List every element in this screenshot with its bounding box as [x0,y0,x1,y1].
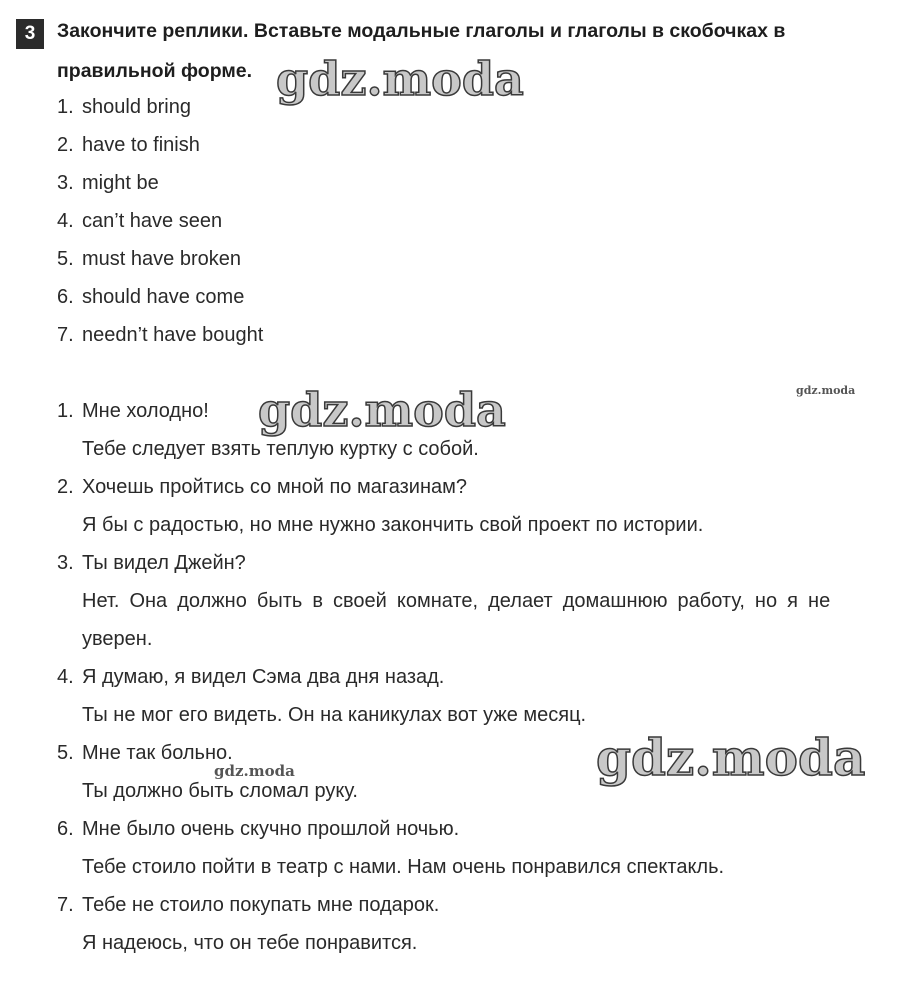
answer-item: 2. have to finish [57,134,200,156]
dialogue-line: 6. Мне было очень скучно прошлой ночью. [57,818,460,840]
answer-item: 6. should have come [57,286,245,308]
task-title-line-2: правильной форме. [57,60,253,82]
task-number-badge: 3 [16,19,44,49]
dialogue-line: 4. Я думаю, я видел Сэма два дня назад. [57,666,445,688]
answer-item: 1. should bring [57,96,191,118]
answer-item: 5. must have broken [57,248,241,270]
dialogue-reply: Нет. Она должно быть в своей комнате, делает домашнюю работу, но я не [82,590,831,612]
dialogue-reply: Я бы с радостью, но мне нужно закончить свой проект по истории. [82,514,704,536]
answer-item: 7. needn’t have bought [57,324,264,346]
dialogue-line: 3. Ты видел Джейн? [57,552,246,574]
dialogue-line: 7. Тебе не стоило покупать мне подарок. [57,894,440,916]
watermark-logo: gdz.moda [276,52,524,106]
dialogue-reply: Ты должно быть сломал руку. [82,780,358,802]
task-title-line-1: Закончите реплики. Вставьте модальные глаголы и глаголы в скобочках в [57,20,786,42]
dialogue-line: 2. Хочешь пройтись со мной по магазинам? [57,476,467,498]
answer-item: 3. might be [57,172,159,194]
dialogue-line: 5. Мне так больно. [57,742,233,764]
dialogue-reply: Тебе следует взять теплую куртку с собой. [82,438,479,460]
watermark-logo: gdz.moda [596,728,866,787]
answer-item: 4. can’t have seen [57,210,223,232]
watermark-small: gdz.moda [214,762,295,780]
watermark-logo: gdz.moda [258,383,506,437]
dialogue-reply: Тебе стоило пойти в театр с нами. Нам очень понравился спектакль. [82,856,725,878]
dialogue-line: 1. Мне холодно! [57,400,209,422]
dialogue-reply: Я надеюсь, что он тебе понравится. [82,932,418,954]
dialogue-reply: Ты не мог его видеть. Он на каникулах вот уже месяц. [82,704,587,726]
dialogue-reply-continued: уверен. [82,628,153,650]
watermark-small: gdz.moda [796,384,856,397]
